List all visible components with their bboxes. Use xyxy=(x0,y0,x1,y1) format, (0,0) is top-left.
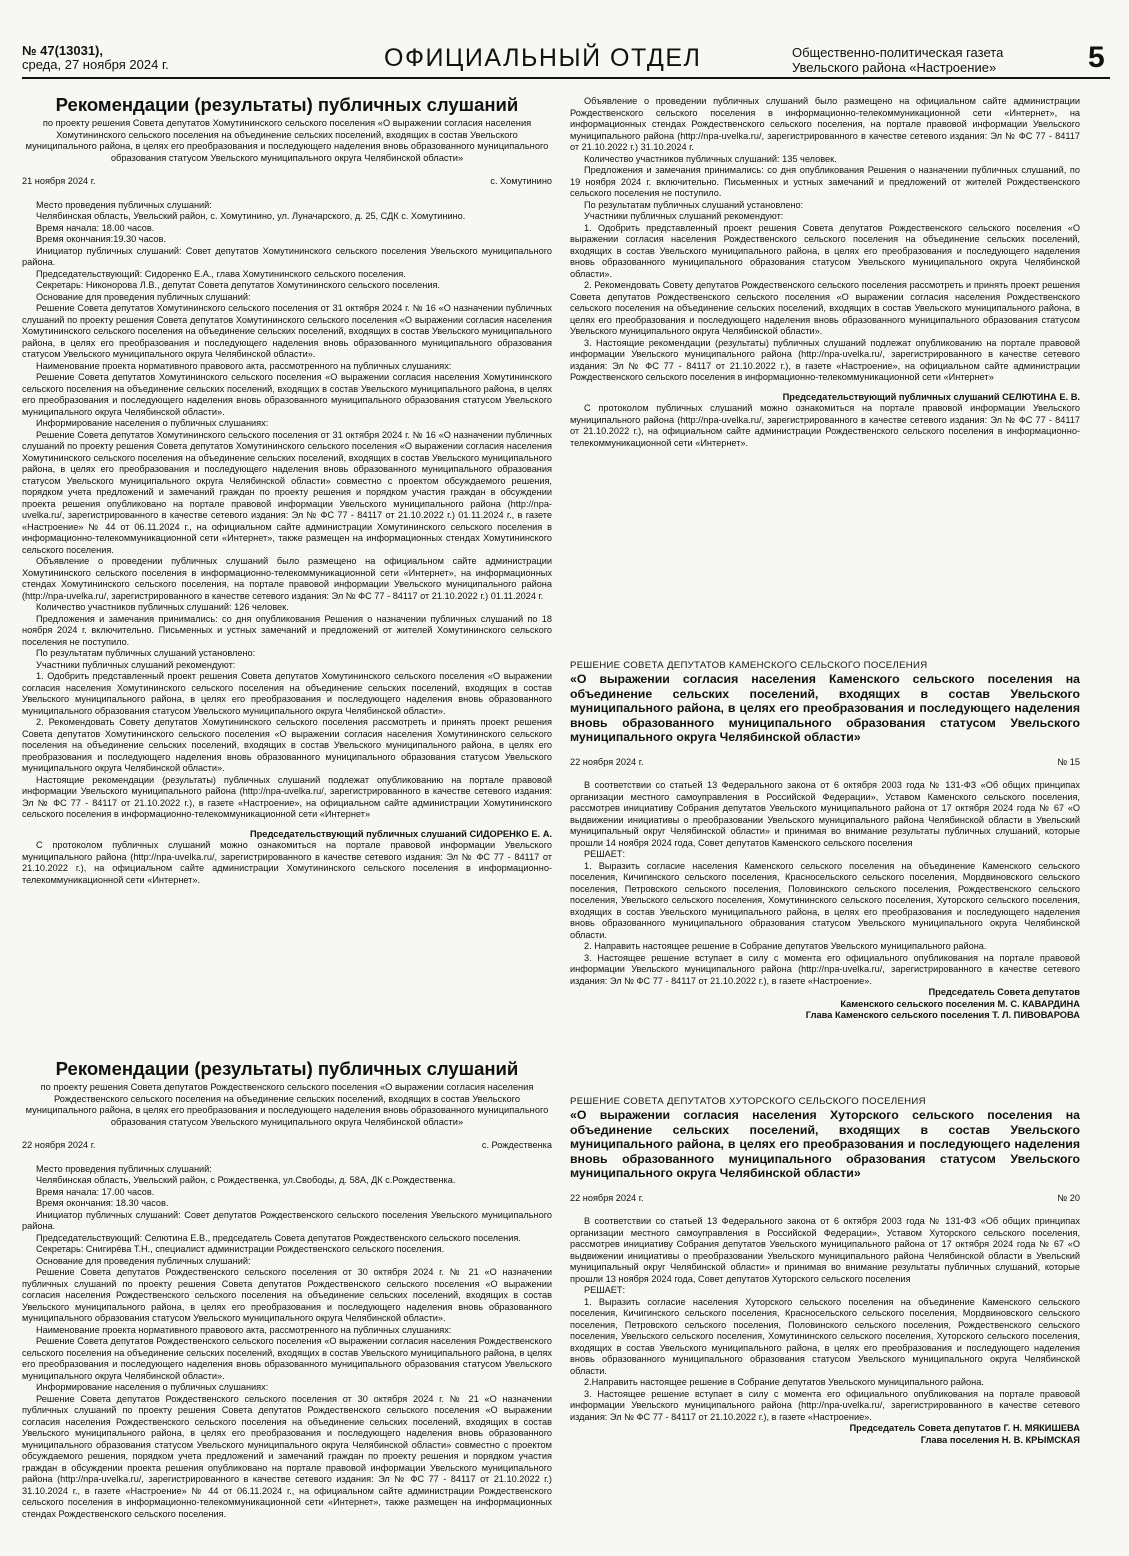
article-subtitle: по проекту решения Совета депутатов Рождественского сельского поселения «О выражении согласия населения Рождественского сельского поселения на объединение сельских поселений, входящих в состав Увельского муниципального района, в целях его преобразования и последующего наделения вновь образованного муниципального образования статусом Увельского муниципального округа Челябинской области» xyxy=(25,1082,549,1127)
signature-line: Глава Каменского сельского поселения Т. Л. ПИВОВАРОВА xyxy=(805,1010,1080,1020)
paragraph: 2. Рекомендовать Совету депутатов Рождественского сельского поселения рассмотреть и принять проект решения Совета депутатов Рождественского сельского поселения «О выражении согласия населения Рождественского сельского поселения на объединение сельских поселений, входящих в состав Увельского муниципального района, в целях его преобразования и последующего наделения вновь образованного муниципального образования статусом Увельского муниципального округа Челябинской области». xyxy=(570,280,1080,336)
paragraph: Время начала: 17.00 часов. xyxy=(36,1186,155,1197)
paragraph: Председательствующий: Селютина Е.В., председатель Совета депутатов Рождественского сельского поселения. xyxy=(36,1232,521,1243)
paragraph: Наименование проекта нормативного правового акта, рассмотренного на публичных слушаниях: xyxy=(36,360,452,371)
paragraph: Решение Совета депутатов Хомутининского сельского поселения от 31 октября 2024 г. № 16 «О назначении публичных слушаний по проекту решения Совета депутатов Хомутининского сельского поселения «О выражении согласия населения Хомутининского сельского поселения на объединение сельских поселений, входящих в состав Увельского муниципального района, в целях его преобразования и последующего наделения вновь образованного муниципального образования статусом Увельского муниципального округа Челябинской области» совместно с проектом обсуждаемого решения, порядком учета предложений и замечаний граждан по проекту решения и порядком участия граждан в обсуждении проекта решения опубликовано на портале правовой информации Увельского муниципального района (http://npa-uvelka.ru/, зарегистрированного в качестве сетевого издания: Эл № ФС 77 - 84117 от 21.10.2022 г.) 01.11.2024 г., в газете «Настроение» № 44 от 06.11.2024 г., на официальном сайте администрации Хомутининского сельского поселения в информационно-телекоммуникационной сети «Интернет», также размещен на информационных стендах Хомутининского сельского поселения. xyxy=(22,429,552,555)
header-divider xyxy=(22,77,1110,79)
signature-line: Глава поселения Н. В. КРЫМСКАЯ xyxy=(920,1434,1080,1445)
paragraph: 2. Рекомендовать Совету депутатов Хомутининского сельского поселения рассмотреть и принять проект решения Совета депутатов Хомутининского сельского поселения «О выражении согласия населения Хомутининского сельского поселения на объединение сельских поселений, входящих в состав Увельского муниципального района, в целях его преобразования и последующего наделения вновь образованного муниципального образования статусом Увельского муниципального округа Челябинской области». xyxy=(22,717,552,773)
paragraph: Участники публичных слушаний рекомендуют: xyxy=(36,659,236,670)
paragraph: Инициатор публичных слушаний: Совет депутатов Рождественского сельского поселения Увельского муниципального района. xyxy=(22,1209,552,1231)
paragraph: По результатам публичных слушаний установлено: xyxy=(584,199,804,210)
article-date: 22 ноября 2024 г. xyxy=(22,1140,96,1150)
newspaper-name xyxy=(792,45,1003,75)
article-subtitle: по проекту решения Совета депутатов Хомутининского сельского поселения «О выражении согласия населения Хомутининского сельского поселения на объединение сельских поселений, входящих в состав Увельского муниципального района, в целях его преобразования и последующего наделения вновь образованного муниципального образования статусом Увельского муниципального округа Челябинской области» xyxy=(25,118,549,163)
issue-number: № 47(13031), xyxy=(22,43,103,58)
dateline xyxy=(570,757,1080,769)
paragraph: 3. Настоящее решение вступает в силу с момента его официального опубликования на портале правовой информации Увельского муниципального района (http://npa-uvelka.ru/, зарегистрированного в качестве сетевого издания: Эл № ФС 77 - 84117 от 21.10.2022 г.), в газете «Настроение». xyxy=(570,1388,1080,1422)
protocol-note: С протоколом публичных слушаний можно ознакомиться на портале правовой информации Увельского муниципального района (http://npa-uvelka.ru/, зарегистрированного в качестве сетевого издания: Эл № ФС 77 - 84117 от 21.10.2022 г.), на официальном сайте администрации Рождественского сельского поселения в информационно-телекоммуникационной сети «Интернет». xyxy=(570,403,1080,448)
paragraph: Секретарь: Никонорова Л.В., депутат Совета депутатов Хомутининского сельского поселения. xyxy=(36,280,440,290)
section-title: ОФИЦИАЛЬНЫЙ ОТДЕЛ xyxy=(384,44,702,72)
paragraph: Объявление о проведении публичных слушаний было размещено на официальном сайте администрации Рождественского сельского поселения в информационно-телекоммуникационной сети «Интернет», на информационных стендах Рождественского сельского поселения, на портале правовой информации Увельского муниципального района (http://npa-uvelka.ru/, зарегистрированного в качестве сетевого издания: Эл № ФС 77 - 84117 от 21.10.2022 г.) 31.10.2024 г. xyxy=(570,96,1080,152)
paragraph: 3. Настоящие рекомендации (результаты) публичных слушаний подлежат опубликованию на портале правовой информации Увельского муниципального района (http://npa-uvelka.ru/, зарегистрированного в качестве сетевого издания: Эл № ФС 77 - 84117 от 21.10.2022 г.), в газете «Настроение», на официальном сайте администрации Рождественского сельского поселения в информационно-телекоммуникационной сети «Интернет» xyxy=(570,337,1080,382)
paragraph: Настоящие рекомендации (результаты) публичных слушаний подлежат опубликованию на портале правовой информации Увельского муниципального района (http://npa-uvelka.ru/, зарегистрированного в качестве сетевого издания: Эл № ФС 77 - 84117 от 21.10.2022 г.), в газете «Настроение», на официальном сайте администрации Хомутининского сельского поселения в информационно-телекоммуникационной сети «Интернет» xyxy=(22,774,552,819)
decree-number: № 15 xyxy=(1057,756,1080,767)
article-date: 21 ноября 2024 г. xyxy=(22,176,96,186)
paragraph: Информирование населения о публичных слушаниях: xyxy=(36,418,269,428)
paragraph: 2.Направить настоящее решение в Собрание депутатов Увельского муниципального района. xyxy=(584,1377,984,1387)
signature-line: Каменского сельского поселения М. С. КАВАРДИНА xyxy=(840,998,1080,1009)
paragraph: Решение Совета депутатов Рождественского сельского поселения «О выражении согласия населения Рождественского сельского поселения на объединение сельских поселений, входящих в состав Увельского муниципального района, в целях его преобразования и последующего наделения вновь образованного муниципального образования статусом Увельского муниципального округа Челябинской области». xyxy=(22,1336,552,1381)
decree-title: «О выражении согласия населения Каменского сельского поселения на объединение сельских поселений, входящих в состав Увельского муниципального района, в целях его преобразования и последующего наделения вновь образованного муниципального образования статусом Увельского муниципального округа Челябинской области» xyxy=(570,672,1080,744)
paragraph: 3. Настоящее решение вступает в силу с момента его официального опубликования на портале правовой информации Увельского муниципального района (http://npa-uvelka.ru/, зарегистрированного в качестве сетевого издания: Эл № ФС 77 - 84117 от 21.10.2022 г.), в газете «Настроение». xyxy=(570,952,1080,986)
paragraph: Предложения и замечания принимались: со дня опубликования Решения о назначении публичных слушаний по 18 ноября 2024 г. включительно. Письменных и устных замечаний и предложений от жителей Хомутининского сельского поселения не поступило. xyxy=(22,613,552,647)
paragraph: Количество участников публичных слушаний: 135 человек. xyxy=(584,153,837,164)
paragraph: Секретарь: Снигирёва Т.Н., специалист администрации Рождественского сельского поселения. xyxy=(36,1244,445,1254)
newspaper-name-line2: Увельского района «Настроение» xyxy=(792,60,997,75)
paragraph: По результатам публичных слушаний установлено: xyxy=(36,648,256,658)
paragraph: Объявление о проведении публичных слушаний было размещено на официальном сайте администрации Хомутининского сельского поселения в информационно-телекоммуникационной сети «Интернет», на информационных стендах Хомутининского сельского поселения, на портале правовой информации Увельского муниципального района (http://npa-uvelka.ru/, зарегистрированного в качестве сетевого издания: Эл № ФС 77 - 84117 от 21.10.2022 г.) 01.11.2024 г. xyxy=(22,556,552,601)
paragraph: Челябинская область, Увельский район, с. Хомутинино, ул. Луначарского, д. 25, СДК с. Хомутинино. xyxy=(36,211,466,221)
paragraph: Председательствующий: Сидоренко Е.А., глава Хомутининского сельского поселения. xyxy=(36,268,406,279)
paragraph: РЕШАЕТ: xyxy=(584,849,626,859)
article-khomutinino xyxy=(22,94,552,886)
protocol-note: С протоколом публичных слушаний можно ознакомиться на портале правовой информации Увельского муниципального района (http://npa-uvelka.ru/, зарегистрированного в качестве сетевого издания: Эл № ФС 77 - 84117 от 21.10.2022 г.), на официальном сайте администрации Хомутининского сельского поселения в информационно-телекоммуникационной сети «Интернет». xyxy=(22,840,552,885)
paragraph: Время окончания:19.30 часов. xyxy=(36,234,166,244)
paragraph: 1. Одобрить представленный проект решения Совета депутатов Хомутининского сельского поселения «О выражении согласия населения Хомутининского сельского поселения на объединение сельских поселений, входящих в состав Увельского муниципального района, в целях его преобразования и последующего наделения вновь образованного муниципального образования статусом Увельского муниципального округа Челябинской области». xyxy=(22,671,552,716)
page-header xyxy=(0,0,1129,80)
dateline xyxy=(22,1140,552,1152)
paragraph: 1. Одобрить представленный проект решения Совета депутатов Рождественского сельского поселения «О выражении согласия населения Рождественского сельского поселения на объединение сельских поселений, входящих в состав Увельского муниципального района, в целях его преобразования и последующего наделения вновь образованного муниципального образования статусом Увельского муниципального округа Челябинской области». xyxy=(570,222,1080,279)
paragraph: Время начала: 18.00 часов. xyxy=(36,222,155,233)
paragraph: Решение Совета депутатов Рождественского сельского поселения от 30 октября 2024 г. № 21 «О назначении публичных слушаний по проекту решения Совета депутатов Рождественского сельского поселения «О выражении согласия населения Рождественского сельского поселения на объединение сельских поселений, входящих в состав Увельского муниципального района, в целях его преобразования и последующего наделения вновь образованного муниципального образования статусом Увельского муниципального округа Челябинской области» совместно с проектом обсуждаемого решения, порядком учета предложений и замечаний граждан по проекту решения и порядком участия граждан в обсуждении проекта решения опубликовано на портале правовой информации Увельского муниципального района (http://npa-uvelka.ru/, зарегистрированного в качестве сетевого издания: Эл № ФС 77 - 84117 от 21.10.2022 г.) 31.10.2024 г., в газете «Настроение» № 44 от 06.11.2024 г., на официальном сайте администрации Рождественского сельского поселения в информационно-телекоммуникационной сети «Интернет», также размещен на информационных стендах Рождественского сельского поселения. xyxy=(22,1393,552,1519)
decree-khutorskoe xyxy=(570,1096,1080,1446)
paragraph: Решение Совета депутатов Хомутининского сельского поселения «О выражении согласия населения Хомутининского сельского поселения на объединение сельских поселений, входящих в состав Увельского муниципального района, в целях его преобразования и последующего наделения вновь образованного муниципального образования статусом Увельского муниципального округа Челябинской области». xyxy=(22,372,552,417)
signature: Председательствующий публичных слушаний СЕЛЮТИНА Е. В. xyxy=(782,391,1080,402)
paragraph: РЕШАЕТ: xyxy=(584,1285,626,1295)
article-place: с. Хомутинино xyxy=(490,176,552,186)
decree-kamenskoe xyxy=(570,660,1080,1022)
issue-date: среда, 27 ноября 2024 г. xyxy=(22,57,169,72)
dateline xyxy=(22,176,552,188)
paragraph: Место проведения публичных слушаний: xyxy=(36,1163,212,1174)
paragraph: В соответствии со статьей 13 Федерального закона от 6 октября 2003 года № 131-ФЗ «Об общих принципах организации местного самоуправления в Российской Федерации», Уставом Каменского сельского поселения, рассмотрев инициативу Собрания депутатов Увельского муниципального района от 17 октября 2024 года № 67 «О выдвижении инициативы о преобразовании Увельского муниципального района Челябинской области в Увельский муниципальный округ Челябинской области» и принимая во внимание результаты публичных слушаний, которые прошли 14 ноября 2024 года, Совет депутатов Каменского сельского поселения xyxy=(570,780,1080,848)
signature-line: Председатель Совета депутатов xyxy=(928,987,1080,997)
paragraph: Решение Совета депутатов Рождественского сельского поселения от 30 октября 2024 г. № 21 «О назначении публичных слушаний по проекту решения Совета депутатов Рождественского сельского поселения «О выражении согласия населения Рождественского сельского поселения на объединение сельских поселений, входящих в состав Увельского муниципального района, в целях его преобразования и последующего наделения вновь образованного муниципального образования статусом Увельского муниципального округа Челябинской области». xyxy=(22,1267,552,1323)
page-number: 5 xyxy=(1088,41,1105,74)
signature-line: Председатель Совета депутатов Г. Н. МЯКИШЕВА xyxy=(849,1423,1080,1433)
paragraph: Инициатор публичных слушаний: Совет депутатов Хомутининского сельского поселения Увельского муниципального района. xyxy=(22,245,552,267)
paragraph: Участники публичных слушаний рекомендуют: xyxy=(584,211,784,221)
paragraph: Время окончания: 18.30 часов. xyxy=(36,1198,169,1208)
decree-date: 22 ноября 2024 г. xyxy=(570,756,644,767)
paragraph: Предложения и замечания принимались: со дня опубликования Решения о назначении публичных слушаний, по 19 ноября 2024 г. включительно. Письменных и устных замечаний и предложений от жителей Рождественского сельского поселения не поступило. xyxy=(570,165,1080,198)
paragraph: Количество участников публичных слушаний: 126 человек. xyxy=(36,602,289,612)
decree-title: «О выражении согласия населения Хуторского сельского поселения на объединение сельских поселений, входящих в состав Увельского муниципального района, в целях его преобразования и последующего наделения вновь образованного муниципального образования статусом Увельского муниципального округа Челябинской области» xyxy=(570,1108,1080,1180)
article-title: Рекомендации (результаты) публичных слушаний xyxy=(55,94,519,115)
decree-number: № 20 xyxy=(1057,1192,1080,1203)
paragraph: 1. Выразить согласие населения Каменского сельского поселения на объединение Каменского сельского поселения, Кичигинского сельского поселения, Красносельского сельского поселения, Мордвиновского сельского поселения, Петровского сельского поселения, Половинского сельского поселения, Рождественского сельского поселения, Увельского сельского поселения, Хомутининского сельского поселения, Хуторского сельского поселения, входящих в состав Увельского муниципального района, в целях его преобразования и последующего наделения вновь образованного муниципального образования статусом Увельского муниципального округа Челябинской области. xyxy=(570,860,1080,940)
decree-heading: РЕШЕНИЕ СОВЕТА ДЕПУТАТОВ КАМЕНСКОГО СЕЛЬСКОГО ПОСЕЛЕНИЯ xyxy=(570,660,928,671)
paragraph: В соответствии со статьей 13 Федерального закона от 6 октября 2003 года № 131-ФЗ «Об общих принципах организации местного самоуправления в Российской Федерации», Уставом Хуторского сельского поселения, рассмотрев инициативу Собрания депутатов Увельского муниципального района от 17 октября 2024 года № 67 «О выдвижении инициативы о преобразовании Увельского муниципального района Челябинской области в Увельский муниципальный округ Челябинской области» и принимая во внимание результаты публичных слушаний, которые прошли 13 ноября 2024 года, Совет депутатов Хуторского сельского поселения xyxy=(570,1216,1080,1284)
paragraph: Решение Совета депутатов Хомутининского сельского поселения от 31 октября 2024 г. № 16 «О назначении публичных слушаний по проекту решения Совета депутатов Хомутининского сельского поселения «О выражении согласия населения Хомутининского сельского поселения на объединение сельских поселений, входящих в состав Увельского муниципального района, в целях его преобразования и последующего наделения вновь образованного муниципального образования статусом Увельского муниципального округа Челябинской области». xyxy=(22,303,552,359)
paragraph: 2. Направить настоящее решение в Собрание депутатов Увельского муниципального района. xyxy=(584,941,987,951)
article-title: Рекомендации (результаты) публичных слушаний xyxy=(55,1058,519,1079)
newspaper-name-line1: Общественно-политическая газета xyxy=(792,45,1004,60)
article-rozhdestvenka-continued xyxy=(570,96,1080,449)
dateline xyxy=(570,1193,1080,1205)
paragraph: Информирование населения о публичных слушаниях: xyxy=(36,1382,269,1392)
signature: Председательствующий публичных слушаний СИДОРЕНКО Е. А. xyxy=(249,828,552,839)
article-place: с. Рождественка xyxy=(481,1140,552,1150)
paragraph: Челябинская область, Увельский район, с Рождественка, ул.Свободы, д. 58А, ДК с.Рождественка. xyxy=(36,1175,456,1185)
decree-date: 22 ноября 2024 г. xyxy=(570,1192,644,1203)
paragraph: Основание для проведения публичных слушаний: xyxy=(36,291,251,302)
paragraph: Место проведения публичных слушаний: xyxy=(36,199,212,210)
article-rozhdestvenka xyxy=(22,1058,552,1528)
paragraph: Наименование проекта нормативного правового акта, рассмотренного на публичных слушаниях: xyxy=(36,1324,452,1335)
paragraph: 1. Выразить согласие населения Хуторского сельского поселения на объединение Каменского сельского поселения, Кичигинского сельского поселения, Красносельского сельского поселения, Мордвиновского сельского поселения, Петровского сельского поселения, Половинского сельского поселения, Рождественского сельского поселения, Увельского сельского поселения, Хомутининского сельского поселения, Хуторского сельского поселения, входящих в состав Увельского муниципального района, в целях его преобразования и последующего наделения вновь образованного муниципального образования статусом Увельского муниципального округа Челябинской области. xyxy=(570,1296,1080,1376)
paragraph: Основание для проведения публичных слушаний: xyxy=(36,1255,251,1266)
decree-heading: РЕШЕНИЕ СОВЕТА ДЕПУТАТОВ ХУТОРСКОГО СЕЛЬСКОГО ПОСЕЛЕНИЯ xyxy=(570,1096,926,1107)
